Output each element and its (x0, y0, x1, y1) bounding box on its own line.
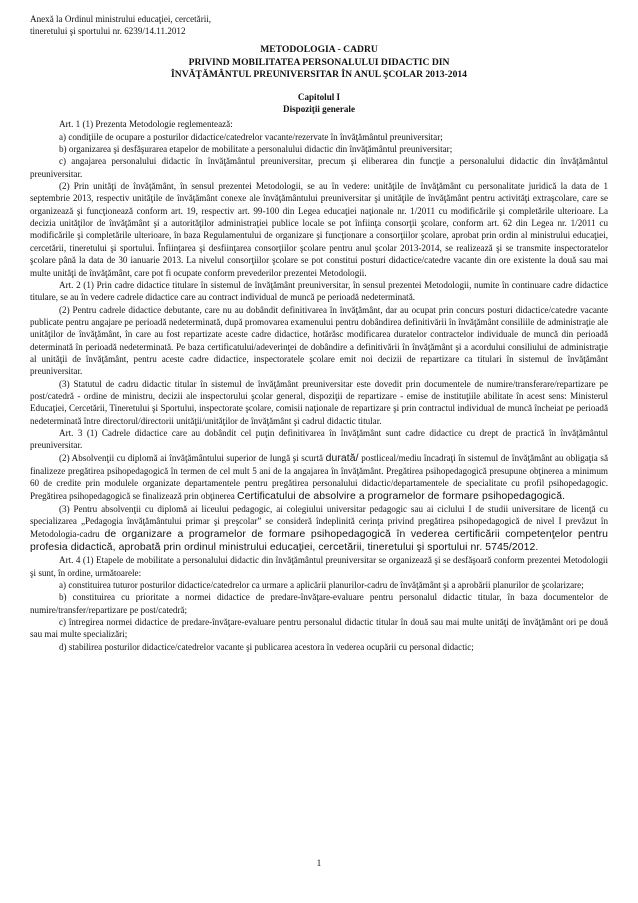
title-line-1: METODOLOGIA - CADRU (260, 44, 378, 55)
art4-item-b: b) constituirea cu prioritate a normei didactice de predare-învăţare-evaluare pentru personalul didactic titular, în baza documentelor de numire/transfer/repartizare pe post/catedră; (30, 592, 608, 615)
art1-item-c: c) angajarea personalului didactic în învăţământul preuniversitar, precum şi eliberarea din funcţie a personalului didactic din învăţământul preuniversitar. (30, 156, 608, 179)
art1-intro: Art. 1 (1) Prezenta Metodologie reglementează: (59, 119, 233, 130)
chapter-heading (30, 91, 608, 116)
art2-paragraph-3: (3) Statutul de cadru didactic titular în sistemul de învăţământ preuniversitar este dovedit prin documentele de numire/transferare/repartizare pe post/catedră - ordine de ministru, decizii ale inspectorului şcolar general, dispoziţii de repartizare - emise de instituţiile abilitate în acest sens: Ministerul Educaţiei, Cercetării, Tineretului şi Sportului, inspectorate şcolare, comisii naţionale de repartizare şi prin contractul individual de muncă încheiat pe perioadă nedeterminată între directorul/directorii unităţii/unităţilor de învăţământ şi cadrul didactic titular. (30, 378, 608, 426)
annex-line-1: Anexă la Ordinul ministrului educaţiei, cercetării, (30, 14, 212, 24)
art3-paragraph-2 (30, 452, 608, 503)
chapter-name: Dispoziţii generale (283, 104, 355, 115)
art4-item-c: c) întregirea normei didactice de predare-învăţare-evaluare pentru personalul didactic titular în două sau mai multe unităţi de învăţământ ori pe două sau mai multe specializări; (30, 617, 608, 640)
art3-3-text-a: (3) Pentru absolvenţii cu diplomă ai liceului pedagogic, ai colegiului universitar pedagogic sau ai ciclului I de studii universitare de licenţă cu specializarea „Pedagogia învăţământului primar şi preşcolar” se consideră îndeplinită cerinţa privind pregătirea psihopedagogică de nivel I prevăzut în Metodologia-cadru (30, 504, 608, 539)
art3-paragraph-1: Art. 3 (1) Cadrele didactice care au dobândit cel puţin definitivarea în învăţământ sunt cadre didactice cu drept de practică în învăţământul preuniversitar. (30, 427, 608, 451)
art3-2-text-a: (2) Absolvenţii cu diplomă ai învăţământului superior de lungă şi scurtă (59, 452, 326, 463)
art3-2-text-d: Certificatului de absolvire a programelor de formare psihopedagogică. (237, 490, 566, 502)
document-title (30, 44, 608, 82)
annex-line-2: tineretului şi sportului nr. 6239/14.11.2012 (30, 25, 186, 36)
title-line-2: PRIVIND MOBILITATEA PERSONALULUI DIDACTIC DIN (188, 56, 450, 68)
art1-item-a: a) condiţiile de ocupare a posturilor didactice/catedrelor vacante/rezervate în învăţământul preuniversitar; (59, 131, 443, 142)
art3-2-text-c: postliceal/mediu încadraţi în sistemul de învăţământ au obligaţia să finalizeze pregătirea psihopedagogică în termen de cel mult 5 ani de la angajarea în învăţământ. Pregătirea psihopedagogică presupune obţinerea a minimum 60 de credite prin modulele organizate departamentele pentru pregătirea personalului didactic/departamentele de specialitate cu profil psihopedagogic. Pregătirea psihopedagogică se finalizează prin obţinerea (30, 452, 608, 501)
art2-paragraph-1: Art. 2 (1) Prin cadre didactice titulare în sistemul de învăţământ preuniversitar, în sensul prezentei Metodologii, numite în continuare cadre didactice titulare, se au în vedere cadrele didactice care au contract individual de muncă pe perioadă nedeterminată. (30, 279, 608, 303)
art4-paragraph-1: Art. 4 (1) Etapele de mobilitate a personalului didactic din învăţământul preuniversitar se organizează şi se desfăşoară conform prezentei Metodologii şi sunt, în ordine, următoarele: (30, 555, 608, 578)
art3-3-text-b: de organizare a programelor de formare psihopedagogică în vederea certificării competenţelor pentru profesia didactică, aprobată prin ordinul ministrului educaţiei, cercetării, tineretului şi sportului nr. 5745/2012. (30, 528, 609, 554)
art3-2-text-b: durată/ (325, 452, 359, 464)
page-number: 1 (316, 859, 322, 869)
art3-paragraph-3 (30, 503, 608, 554)
art2-paragraph-2: (2) Pentru cadrele didactice debutante, care nu au dobândit definitivarea în învăţământ, dar au ocupat prin concurs posturi didactice/catedre vacante publicate pentru angajare pe perioadă nedeterminată, după promovarea examenului pentru dobândirea definitivării în învăţământ consiliile de administraţie ale unităţilor de învăţământ, în care au fost repartizate aceste cadre didactice, hotărăsc modificarea duratelor contractelor individuale de muncă din perioadă determinată în perioadă nedeterminată. Pe baza certificatului/adeverinţei de dobândire a definitivării în învăţământ şi a acordului consiliului de administraţie al unităţii de învăţământ, pentru aceste cadre didactice, inspectoratele şcolare emit noi decizii de repartizare ca titulari în sistemul de învăţământ preuniversitar. (30, 304, 608, 377)
art4-item-a: a) constituirea tuturor posturilor didactice/catedrelor ca urmare a aplicării planurilor-cadru de învăţământ şi a aprobării planurilor de şcolarizare; (59, 580, 584, 591)
art1-item-b: b) organizarea şi desfăşurarea etapelor de mobilitate a personalului didactic din învăţământul preuniversitar; (59, 144, 453, 155)
art4-item-d: d) stabilirea posturilor didactice/catedrelor vacante şi publicarea acestora în vederea ocupării cu personal didactic; (59, 641, 474, 652)
annex-header (30, 14, 608, 37)
document-body (30, 118, 608, 653)
art1-paragraph-2: (2) Prin unităţi de învăţământ, în sensul prezentei Metodologii, se au în vedere: unităţile de învăţământ cu personalitate juridică la data de 1 septembrie 2013, respectiv unităţile de învăţământ conexe ale învăţământului preuniversitar şi unităţile de învăţământ pentru activităţi extraşcolare, care se organizează şi funcţionează conform art. 19, respectiv art. 99-100 din Legea educaţiei naţionale nr. 1/2011 cu modificările şi completările ulterioare. La decizia unităţilor de învăţământ şi a autorităţilor administraţiei publice locale se pot înfiinţa consorţii şcolare, conform art. 62 din Legea nr. 1/2011 cu modificările şi completările ulterioare, în baza Regulamentului de organizare şi funcţionare a consorţiilor şcolare, aprobat prin ordin al ministrului educaţiei, cercetării, tineretului şi sportului. Înfiinţarea şi desfiinţarea consorţiilor şcolare pentru anul şcolar 2013-2014, se realizează şi se transmite inspectoratelor şcolare până la data de 30 ianuarie 2013. La nivelul consorţiilor şcolare se pot constitui posturi didactice/catedre vacante din ore existente la două sau mai multe unităţi de învăţământ, care pot fi ocupate conform prevederilor prezentei Metodologii. (30, 181, 608, 278)
chapter-number: Capitolul I (297, 91, 341, 102)
title-line-3: ÎNVĂŢĂMÂNTUL PREUNIVERSITAR ÎN ANUL ŞCOLAR 2013-2014 (171, 69, 467, 81)
